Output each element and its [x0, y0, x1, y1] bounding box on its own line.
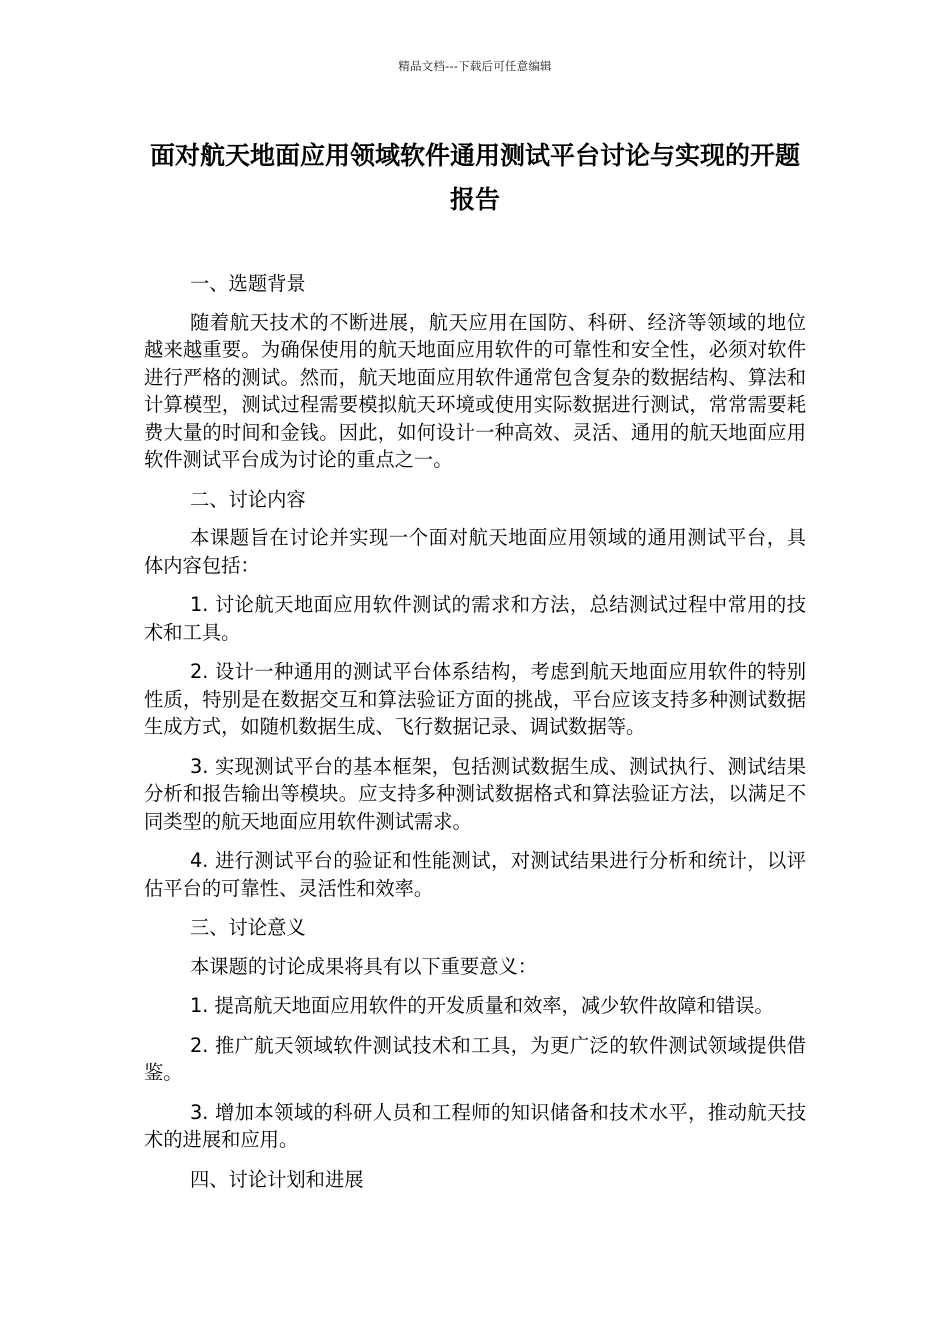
section-heading-background: 一、选题背景 [190, 272, 306, 295]
list-item-content-3: 3. 实现测试平台的基本框架，包括测试数据生成、测试执行、测试结果分析和报告输出等模块。应支持多种测试数据格式和算法验证方法，以满足不同类型的航天地面应用软件测试需求。 [144, 754, 806, 833]
section-heading-plan: 四、讨论计划和进展 [190, 1167, 364, 1191]
list-item-significance-1: 1. 提高航天地面应用软件的开发质量和效率，减少软件故障和错误。 [190, 994, 774, 1017]
list-item-content-1: 1. 讨论航天地面应用软件测试的需求和方法，总结测试过程中常用的技术和工具。 [144, 593, 806, 644]
paragraph-background: 随着航天技术的不断进展，航天应用在国防、科研、经济等领域的地位越来越重要。为确保使用的航天地面应用软件的可靠性和安全性，必须对软件进行严格的测试。然而，航天地面应用软件通常包含复杂的数据结构、算法和计算模型，测试过程需要模拟航天环境或使用实际数据进行测试，常常需要耗费大量的时间和金钱。因此，如何设计一种高效、灵活、通用的航天地面应用软件测试平台成为讨论的重点之一。 [144, 310, 806, 471]
list-item-significance-3: 3. 增加本领域的科研人员和工程师的知识储备和技术水平，推动航天技术的进展和应用。 [144, 1100, 806, 1151]
header-note: 精品文档---下载后可任意编辑 [398, 59, 552, 73]
document-body [144, 270, 806, 1204]
section-heading-content: 二、讨论内容 [190, 487, 306, 511]
list-item-significance-2: 2. 推广航天领域软件测试技术和工具，为更广泛的软件测试领域提供借鉴。 [144, 1033, 806, 1084]
section-heading-significance: 三、讨论意义 [190, 916, 306, 939]
list-item-content-4: 4. 进行测试平台的验证和性能测试，对测试结果进行分析和统计，以评估平台的可靠性、灵活性和效率。 [144, 849, 806, 900]
paragraph-content-intro: 本课题旨在讨论并实现一个面对航天地面应用领域的通用测试平台，具体内容包括： [144, 526, 806, 577]
paragraph-significance-intro: 本课题的讨论成果将具有以下重要意义： [190, 954, 538, 978]
list-item-content-2: 2. 设计一种通用的测试平台体系结构，考虑到航天地面应用软件的特别性质，特别是在数据交互和算法验证方面的挑战，平台应该支持多种测试数据生成方式，如随机数据生成、飞行数据记录、调试数据等。 [144, 660, 806, 738]
document-title: 面对航天地面应用领域软件通用测试平台讨论与实现的开题报告 [149, 141, 800, 214]
